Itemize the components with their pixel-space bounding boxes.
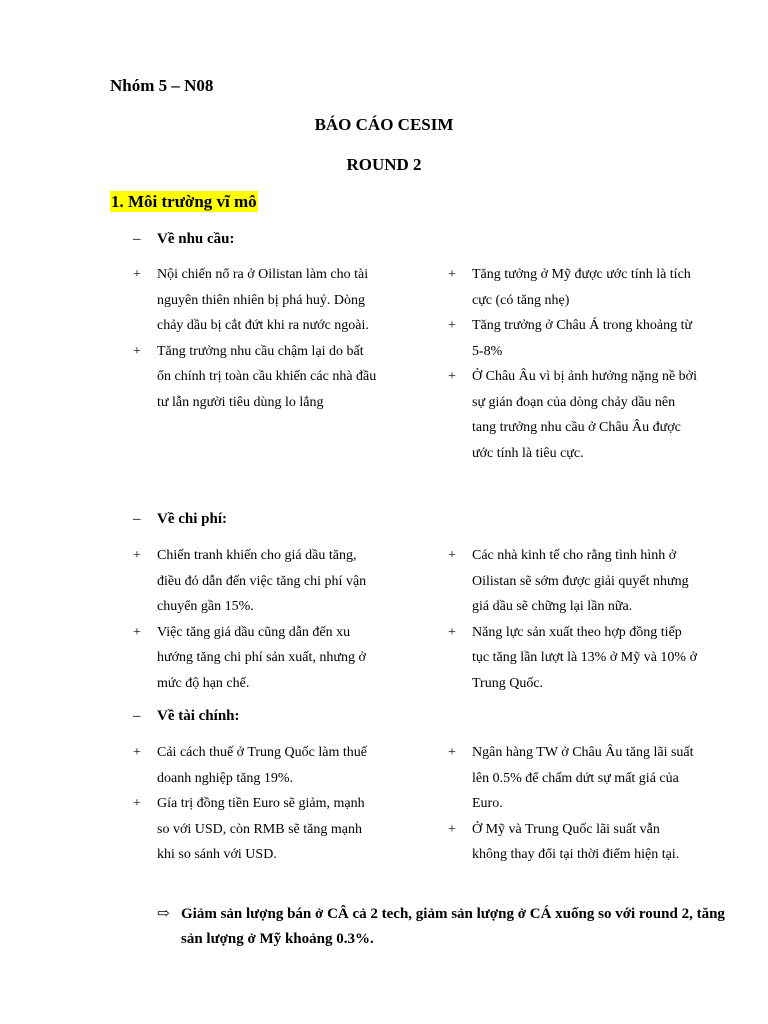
report-title: BÁO CÁO CESIM — [314, 115, 454, 134]
plus-icon: + — [448, 745, 456, 760]
cost-heading-label: Về chi phí: — [157, 511, 228, 527]
dash-icon: – — [133, 708, 141, 724]
list-item — [448, 262, 698, 313]
plus-icon: + — [448, 624, 456, 640]
demand-right-column — [448, 262, 698, 466]
bullet-text: Cải cách thuế ở Trung Quốc làm thuế doanh nghiệp tăng 19%. — [157, 745, 367, 786]
cost-heading — [133, 511, 227, 528]
list-item — [448, 740, 698, 817]
list-item — [133, 262, 378, 339]
list-item — [133, 339, 378, 416]
list-item — [133, 740, 378, 791]
arrow-right-icon: ⇨ — [157, 906, 170, 922]
finance-heading — [133, 708, 240, 725]
plus-icon: + — [448, 318, 456, 333]
dash-icon: – — [133, 231, 141, 247]
report-subtitle: ROUND 2 — [346, 155, 422, 174]
list-item — [448, 817, 698, 868]
plus-icon: + — [133, 267, 141, 282]
dash-icon: – — [133, 511, 141, 527]
demand-heading-label: Về nhu cầu: — [157, 231, 235, 247]
plus-icon: + — [448, 821, 456, 837]
bullet-text: Tăng tưởng ở Mỹ được ước tính là tích cực (có tăng nhẹ) — [472, 267, 691, 308]
bullet-text: Gía trị đồng tiền Euro sẽ giảm, mạnh so với USD, còn RMB sẽ tăng mạnh khi so sánh với USD. — [157, 796, 365, 862]
cost-left-column — [133, 543, 378, 696]
list-item — [448, 620, 698, 697]
group-label: Nhóm 5 – N08 — [110, 76, 214, 95]
plus-icon: + — [448, 548, 456, 563]
section-heading: 1. Môi trường vĩ mô — [111, 192, 257, 211]
list-item — [133, 791, 378, 868]
demand-heading — [133, 231, 235, 248]
list-item — [448, 543, 698, 620]
list-item — [448, 364, 698, 466]
bullet-text: Việc tăng giá dầu cũng dẫn đến xu hướng tăng chi phí sản xuất, nhưng ở mức độ hạn chế. — [157, 624, 366, 691]
bullet-text: Tăng trưởng nhu cầu chậm lại do bất ổn chính trị toàn cầu khiến các nhà đầu tư lẫn người tiêu dùng lo lắng — [157, 343, 377, 410]
plus-icon: + — [133, 745, 141, 760]
bullet-text: Nội chiến nổ ra ở Oilistan làm cho tài nguyên thiên nhiên bị phá huỷ. Dòng chảy dầu bị cắt đứt khi ra nước ngoài. — [157, 267, 369, 333]
finance-right-column — [448, 740, 698, 868]
list-item — [133, 543, 378, 620]
conclusion-text: Giảm sản lượng bán ở CÂ cả 2 tech, giảm sản lượng ở CÁ xuống so với round 2, tăng sản lượng ở Mỹ khoảng 0.3%. — [181, 906, 725, 947]
bullet-text: Ngân hàng TW ở Châu Âu tăng lãi suất lên 0.5% để chấm dứt sự mất giá của Euro. — [472, 745, 694, 811]
plus-icon: + — [133, 796, 141, 811]
cost-right-column — [448, 543, 698, 696]
bullet-text: Ở Châu Âu vì bị ảnh hưởng nặng nề bởi sự gián đoạn của dòng chảy dầu nên tang trưởng nhu cầu ở Châu Âu được ước tính là tiêu cực. — [472, 369, 697, 461]
list-item — [448, 313, 698, 364]
plus-icon: + — [133, 548, 141, 563]
bullet-text: Tăng trưởng ở Châu Á trong khoảng từ 5-8% — [472, 318, 693, 359]
bullet-text: Năng lực sản xuất theo hợp đồng tiếp tục tăng lần lượt là 13% ở Mỹ và 10% ở Trung Quốc. — [472, 624, 697, 691]
conclusion — [157, 902, 741, 952]
plus-icon: + — [133, 624, 141, 640]
bullet-text: Các nhà kinh tế cho rằng tình hình ở Oilistan sẽ sớm được giải quyết nhưng giá dầu sẽ chững lại lần nữa. — [472, 548, 689, 614]
bullet-text: Chiến tranh khiến cho giá dầu tăng, điều đó dẫn đến việc tăng chi phí vận chuyển gần 15%. — [157, 548, 367, 614]
finance-heading-label: Về tài chính: — [157, 708, 240, 724]
plus-icon: + — [133, 343, 141, 359]
bullet-text: Ở Mỹ và Trung Quốc lãi suất vẫn không thay đổi tại thời điểm hiện tại. — [472, 821, 680, 862]
plus-icon: + — [448, 369, 456, 384]
finance-left-column — [133, 740, 378, 868]
plus-icon: + — [448, 267, 456, 282]
list-item — [133, 620, 378, 697]
demand-left-column — [133, 262, 378, 415]
